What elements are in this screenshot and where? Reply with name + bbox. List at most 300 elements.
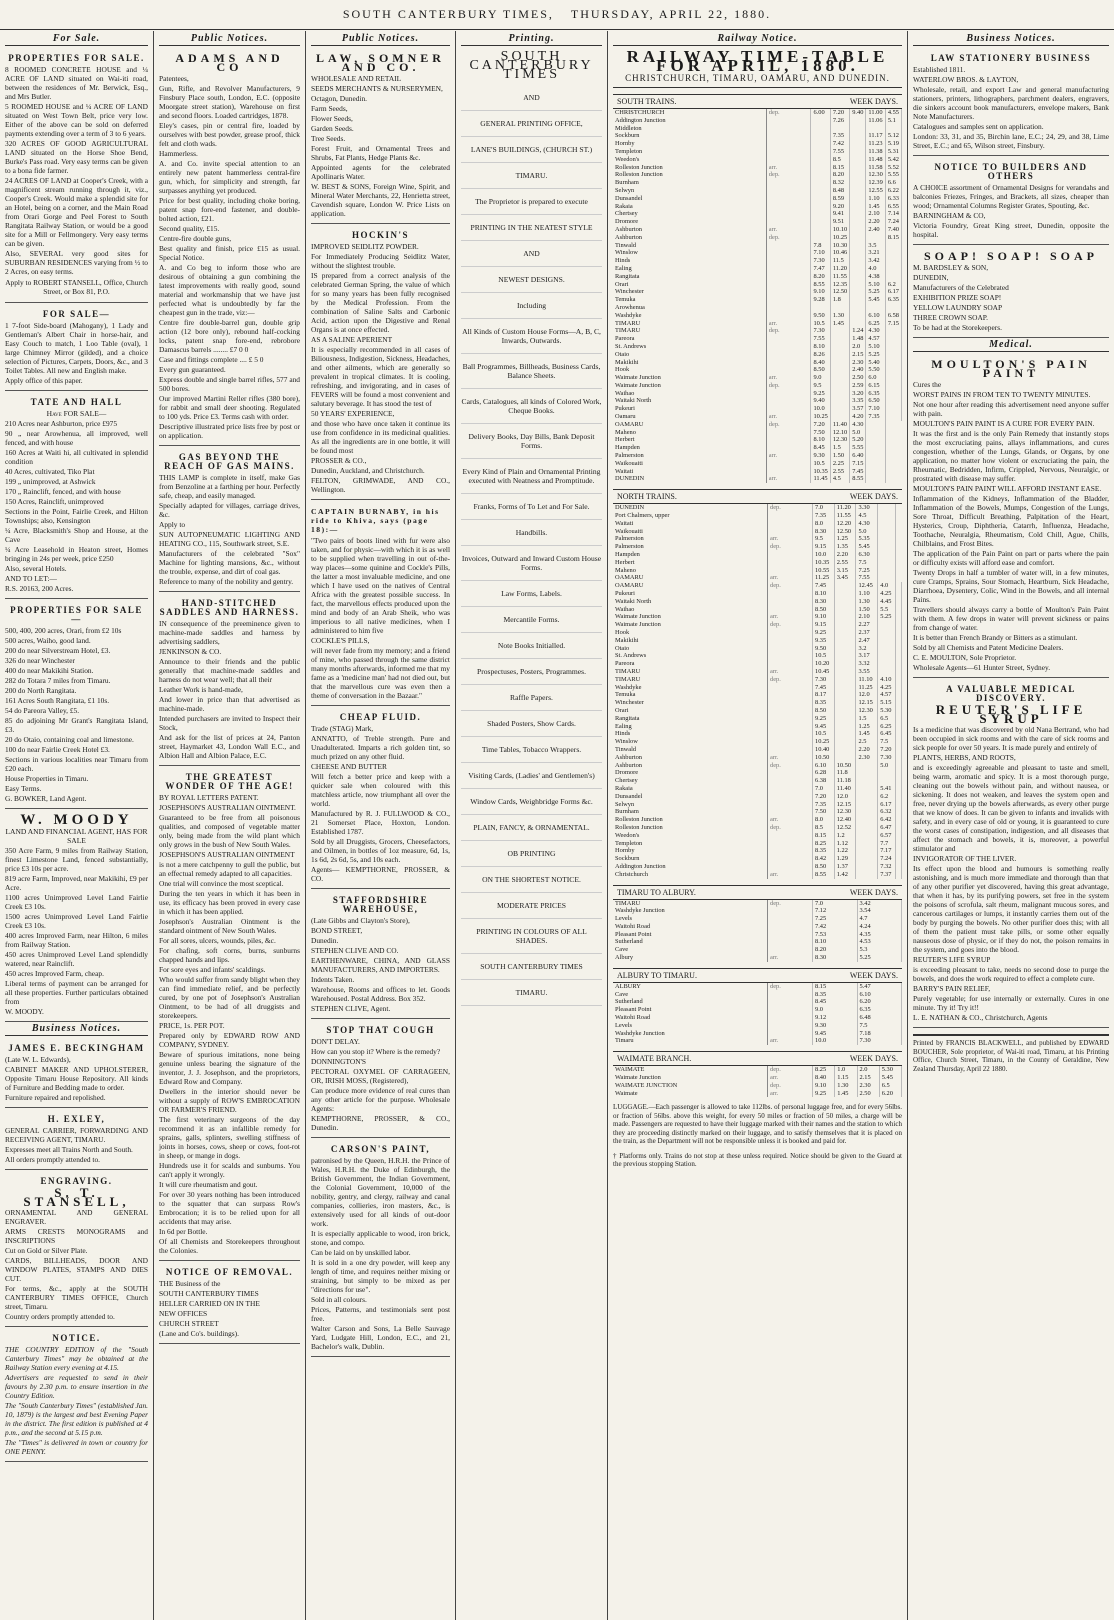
timetable-row [613, 359, 902, 367]
text-line: Hundreds use it for scalds and sunburns. You can't apply it wrongly. [159, 1161, 300, 1179]
text-line: COCKLE'S PILLS, [311, 636, 370, 645]
time-cell [834, 754, 856, 762]
time-cell: 11.25 [856, 684, 878, 692]
timetable-row [613, 793, 902, 801]
text-line: The "South Canterbury Times" (established Jan. 10, 1879) is the largest and best Evening Paper in the district. The first edition is published at 4 p.m., and the second at 5.15 p.m. [5, 1401, 148, 1437]
ad-title: ADAMS AND CO [175, 51, 284, 74]
time-cell: 11.8 [834, 769, 856, 777]
text-line: BARNINGHAM & CO, [913, 211, 986, 220]
north-trains-header [613, 489, 902, 504]
time-cell [896, 676, 902, 684]
time-cell [896, 684, 902, 692]
text-line: SUN AUTOPNEUMATIC LIGHTING AND HEATING CO., 115, Southwark street, S.E. [159, 530, 300, 548]
station-name: Sutherland [613, 998, 768, 1006]
south-trains-header [613, 94, 902, 109]
text-line: Apply to [159, 520, 186, 529]
text-line: Agents— KEMPTHORNE, PROSSER, & CO. [311, 865, 450, 883]
time-cell: 10.35 [813, 559, 835, 567]
timetable-row [613, 195, 902, 203]
timetable-row [613, 847, 902, 855]
arr-dep [768, 629, 813, 637]
time-cell: 2.15 [857, 1074, 879, 1082]
station-name: Hornby [613, 847, 768, 855]
text-line: For all sores, ulcers, wounds, piles, &c. [159, 936, 276, 945]
timetable-row [613, 840, 902, 848]
station-name: Pleasant Point [613, 1006, 768, 1014]
timetable-row [613, 954, 902, 962]
ad-title: NOTICE. [52, 1333, 101, 1343]
time-cell [878, 660, 896, 668]
timetable-row [613, 382, 902, 390]
ad-title: FOR SALE— [42, 309, 111, 319]
text-line: ORNAMENTAL AND GENERAL ENGRAVER. [5, 1208, 148, 1226]
time-cell: 12.20 [834, 520, 856, 528]
text-line: 500 acres, Waiho, good land. [5, 636, 91, 645]
time-cell: 6.38 [813, 777, 835, 785]
timetable-row [613, 257, 902, 265]
text-line: and those who have once taken it continue its use from confidence in its medicinal qualities. As all the ingredients are in one bottle, it will be found most [311, 419, 450, 455]
arr-dep [768, 699, 813, 707]
time-cell: 6.58 [885, 312, 901, 320]
timetable-row [613, 288, 902, 296]
station-name: Sutherland [613, 938, 768, 946]
time-cell: 8.10 [813, 938, 858, 946]
station-name: Waitaki North [613, 598, 768, 606]
time-cell: 9.50 [811, 312, 830, 320]
ad-tate-hall [5, 393, 148, 599]
ad-title: HOCKIN'S [351, 230, 409, 240]
time-cell [896, 777, 902, 785]
timetable-row [613, 1066, 902, 1074]
time-cell [811, 171, 830, 179]
station-name: Maheno [613, 567, 768, 575]
time-cell: 3.20 [850, 390, 866, 398]
text-line: 54 do Pareora Valley, £5. [5, 706, 80, 715]
time-cell [834, 582, 856, 590]
timetable-row [613, 296, 902, 304]
station-name: TIMARU [613, 676, 768, 684]
timetable-title: RAILWAY TIME-TABLE FOR APRIL, 1880. [626, 47, 889, 75]
section-header-railway: Railway Notice. [613, 34, 902, 46]
ad-subtitle: LAND AND FINANCIAL AGENT, HAS FOR SALE [5, 827, 148, 845]
time-cell [850, 304, 866, 312]
ad-title: PROPERTIES FOR SALE— [10, 605, 143, 624]
arr-dep: arr. [768, 1090, 813, 1098]
text-line: Liberal terms of payment can be arranged for all these properties. Further particulars obtained from [5, 979, 148, 1006]
arr-dep [768, 590, 813, 598]
station-name: Hook [613, 629, 768, 637]
timetable-row [613, 808, 902, 816]
waimate-table [613, 1066, 902, 1097]
timetable-row [613, 769, 902, 777]
arr-dep [768, 832, 813, 840]
time-cell [896, 847, 902, 855]
time-cell: 1.0 [835, 1066, 857, 1074]
time-cell [885, 413, 901, 421]
ad-body [311, 1156, 450, 1351]
text-line: And lower in price than that advertised as machine-made. [159, 695, 300, 713]
station-name: Waimate [613, 1090, 768, 1098]
text-line: Dwellers in the interior should never be without a supply of ROW'S EMBROCATION OR FARMER'S FRIEND. [159, 1087, 300, 1114]
time-cell [856, 855, 878, 863]
text-line: Including [461, 293, 602, 319]
albury-header [613, 885, 902, 900]
section-header-public: Public Notices. [311, 34, 450, 46]
time-cell: 12.55 [866, 187, 885, 195]
time-cell: 5.41 [878, 785, 896, 793]
time-cell: 12.30 [866, 171, 885, 179]
time-cell: 12.30 [834, 808, 856, 816]
waimate-header [613, 1051, 902, 1066]
time-cell: 5.45 [856, 543, 878, 551]
time-cell: 11.10 [856, 676, 878, 684]
station-name: Dunsandel [613, 195, 766, 203]
text-line: Sections in the Point, Fairlie Creek, and Hilton Townships; also, Kensington [5, 507, 148, 525]
time-cell: 1.50 [856, 606, 878, 614]
text-line: BOND STREET, [311, 926, 363, 935]
time-cell: 2.47 [856, 637, 878, 645]
section-header-printing: Printing. [461, 34, 602, 46]
text-line: DON'T DELAY. [311, 1037, 360, 1046]
ad-removal [159, 1263, 300, 1344]
time-cell [878, 621, 896, 629]
time-cell: 11.58 [866, 164, 885, 172]
time-cell: 5.25 [866, 351, 885, 359]
albury-back-table [613, 983, 902, 1045]
time-cell [878, 567, 896, 575]
time-cell: 4.38 [866, 273, 885, 281]
ad-body [5, 419, 148, 593]
ad-title: TATE AND HALL [30, 397, 123, 407]
station-name: Palmerston [613, 535, 768, 543]
time-cell: 1.25 [856, 723, 878, 731]
ad-moody [5, 811, 148, 1022]
time-cell: 8.59 [830, 195, 849, 203]
ad-subtitle: Have FOR SALE— [46, 409, 107, 418]
ad-body [5, 846, 148, 1016]
timetable-subtitle: CHRISTCHURCH, TIMARU, OAMARU, AND DUNEDIN. [613, 74, 902, 88]
time-cell: 7.47 [811, 265, 830, 273]
time-cell: 3.30 [856, 504, 878, 512]
text-line: In 6d per Bottle. [159, 1227, 208, 1236]
ad-exley [5, 1110, 148, 1170]
time-cell: 11.06 [866, 117, 885, 125]
time-cell: 5.31 [885, 148, 901, 156]
arr-dep: arr. [766, 374, 811, 382]
time-cell [896, 769, 902, 777]
timetable-row [613, 707, 902, 715]
time-cell: 7.35 [813, 801, 835, 809]
arr-dep: dep. [766, 382, 811, 390]
station-name: Tinwald [613, 746, 768, 754]
time-cell [856, 863, 878, 871]
time-cell: 10.40 [813, 746, 835, 754]
time-cell [811, 203, 830, 211]
time-cell [834, 637, 856, 645]
time-cell: 3.21 [866, 249, 885, 257]
timetable-row [613, 684, 902, 692]
text-line: 210 Acres near Ashburton, price £975 [5, 419, 118, 428]
text-line: Specially adapted for villages, carriage drives, &c. [159, 501, 300, 519]
time-cell: 9.15 [813, 621, 835, 629]
time-cell [850, 288, 866, 296]
timetable-row [613, 543, 902, 551]
time-cell: 8.0 [813, 520, 835, 528]
arr-dep [768, 730, 813, 738]
text-line: Express double and single barrel rifles, 577 and 500 bores. [159, 375, 300, 393]
time-cell: 12.30 [830, 436, 849, 444]
station-name: TIMARU [613, 320, 766, 328]
time-cell [885, 351, 901, 359]
station-name: Winchester [613, 699, 768, 707]
text-line: Every Kind of Plain and Ornamental Printing executed with Neatness and Promptitude. [461, 459, 602, 494]
timetable-row [613, 801, 902, 809]
time-cell: 1.12 [834, 840, 856, 848]
time-cell [811, 210, 830, 218]
text-line: Will fetch a better price and keep with a quicker sale when coloured with this matchless article, now triumphant all over the world. [311, 772, 450, 808]
time-cell: 9.0 [811, 374, 830, 382]
arr-dep [766, 132, 811, 140]
time-cell: 2.37 [856, 629, 878, 637]
arr-dep: dep. [766, 109, 811, 117]
time-cell: 7.35 [866, 413, 885, 421]
arr-dep [768, 1030, 813, 1038]
timetable-row [613, 816, 902, 824]
station-name: TIMARU [613, 668, 768, 676]
arr-dep [766, 343, 811, 351]
text-line: Not one hour after reading this advertisement need anyone suffer with pain. [913, 400, 1109, 418]
week-days-label: WEEK DAYS. [849, 97, 898, 106]
ad-body [913, 380, 1109, 672]
timetable-row [613, 535, 902, 543]
station-name: Templeton [613, 148, 766, 156]
time-cell: 10.0 [813, 1037, 858, 1045]
time-cell: 6.30 [856, 551, 878, 559]
arr-dep [766, 366, 811, 374]
time-cell [896, 645, 902, 653]
arr-dep [766, 359, 811, 367]
time-cell [834, 715, 856, 723]
text-line: IS prepared from a correct analysis of the celebrated German Spring, the value of which for so many years has been fully recognised by the Medical Profession. From the combination of Saline Salts and Carbonic Acid, action upon the Digestive and Renal Organs is at once effected. [311, 271, 450, 334]
time-cell: 11.25 [813, 574, 835, 582]
text-line: Indents Taken. [311, 975, 355, 984]
timetable-row [613, 429, 902, 437]
time-cell [856, 816, 878, 824]
arr-dep [768, 769, 813, 777]
time-cell [885, 405, 901, 413]
time-cell [866, 452, 885, 460]
time-cell: 4.30 [850, 421, 866, 429]
timetable-row [613, 475, 902, 483]
arr-dep [766, 304, 811, 312]
timetable-row [613, 551, 902, 559]
time-cell: 4.0 [878, 582, 896, 590]
time-cell: 1.50 [830, 452, 849, 460]
timetable-row [613, 1082, 902, 1090]
text-line: C. E. MOULTON, Sole Proprietor. [913, 653, 1017, 662]
arr-dep [766, 351, 811, 359]
ad-soap [913, 247, 1109, 338]
timetable-row [613, 504, 902, 512]
text-line: London: 33, 31, and 35, Birchin lane, E.C.; 24, 29, and 38, Lime Street, E.C.; and 65, Wilson street, Finsbury. [913, 132, 1109, 150]
time-cell: 7.12 [813, 907, 858, 915]
time-cell: 6.57 [878, 832, 896, 840]
station-name: Sockburn [613, 855, 768, 863]
text-line: TIMARU. [461, 980, 602, 1006]
timetable-row [613, 652, 902, 660]
timetable-row [613, 1022, 902, 1030]
time-cell: 5.10 [866, 281, 885, 289]
ad-title: LAW, SOMNER AND CO. [316, 51, 445, 74]
time-cell [850, 265, 866, 273]
station-name: Washdyke [613, 312, 766, 320]
time-cell [850, 125, 866, 133]
timetable-row [613, 668, 902, 676]
time-cell [885, 327, 901, 335]
time-cell: 10.5 [811, 320, 830, 328]
text-line: Can be laid on by unskilled labor. [311, 1248, 411, 1257]
text-line: 819 acre Farm, Improved, near Makikihi, £9 per Acre. [5, 874, 148, 892]
time-cell [834, 668, 856, 676]
time-cell [878, 574, 896, 582]
timetable-row [613, 746, 902, 754]
text-line: Gun, Rifle, and Revolver Manufacturers, 9 Finsbury Place south, London, E.C. (opposite Moorgate street station), Warehouse on first and second floors. Loaded cartridges, 1878. [159, 84, 300, 120]
time-cell: 9.15 [813, 543, 835, 551]
time-cell [866, 304, 885, 312]
ad-title: NOTICE OF REMOVAL. [165, 1267, 294, 1277]
time-cell: 7.55 [830, 148, 849, 156]
text-line: SEEDS MERCHANTS & NURSERYMEN, [311, 84, 443, 93]
text-line: 24 ACRES OF LAND at Cooper's Creek, with a magnificent stream running through it, viz., Cooper's Creek. Would make a splendid site for an Hotel, being on a corner, and the Main Road from Orari Gorge and Peel Forest to South Rangitata Railway Station, or would be a good site for a Mill or Fellmongery. Very easy terms can be given. [5, 176, 148, 248]
arr-dep [768, 715, 813, 723]
text-line: Also, SEVERAL very good sites for SUBURBAN RESIDENCES varying from ½ to 2 Acres, on easy terms. [5, 249, 148, 276]
text-line: 350 Acre Farm, 9 miles from Railway Station, finest Limestone Land, fenced substantially, price £3 10s per acre. [5, 846, 148, 873]
station-name: Ealing [613, 723, 768, 731]
time-cell: 7.5 [878, 738, 896, 746]
text-line: Victoria Foundry, Great King street, Dunedin, opposite the hospital. [913, 221, 1109, 239]
text-line: Trade (STAG) Mark, [311, 724, 374, 733]
timetable-row [613, 460, 902, 468]
timetable-row [613, 343, 902, 351]
text-line: It was the first and is the only Pain Remedy that instantly stops the most excruciating pains, allays inflammations, and cures congestion, whether of the Lungs, Glands, or Organs, by one application, no matter how violent or excruciating the pain, the Rheumatic, Bedridden, Infirm, Crippled, Nervous, Neuralgic, or prostrated with disease may suffer. [913, 429, 1109, 483]
time-cell: 6.5 [878, 715, 896, 723]
ad-law-somner [311, 49, 450, 224]
timetable-row [613, 444, 902, 452]
time-cell: 6.47 [878, 824, 896, 832]
arr-dep [768, 598, 813, 606]
arr-dep [766, 312, 811, 320]
ad-title: JAMES E. BECKINGHAM [8, 1043, 145, 1053]
time-cell [896, 699, 902, 707]
timetable-row [613, 871, 902, 879]
time-cell: 11.20 [834, 504, 856, 512]
station-name: OAMARU [613, 582, 768, 590]
arr-dep [766, 140, 811, 148]
time-cell [850, 171, 866, 179]
time-cell [885, 397, 901, 405]
ad-bowker [5, 601, 148, 809]
timetable-row [613, 109, 902, 117]
timetable-row [613, 452, 902, 460]
text-line: CHURCH STREET [159, 1319, 219, 1328]
ad-body [5, 65, 148, 276]
time-cell [896, 723, 902, 731]
text-line: Expresses meet all Trains North and South. [5, 1145, 133, 1154]
timetable-row [613, 397, 902, 405]
time-cell: 8.30 [813, 598, 835, 606]
arr-dep [768, 723, 813, 731]
time-cell: 6.25 [878, 723, 896, 731]
time-cell: 5.0 [850, 429, 866, 437]
text-line: Tree Seeds. [311, 134, 346, 143]
time-cell: 1.45 [866, 203, 885, 211]
text-line: KEMPTHORNE, PROSSER, & CO., Dunedin. [311, 1114, 450, 1132]
time-cell [856, 832, 878, 840]
text-line: A. and Co beg to inform those who are desirous of obtaining a gun combining the latest improvements with really good, sound material and workmanship that we have just perfected what is undoubtedly by far the cheapest gun in the trade, viz:— [159, 263, 300, 317]
time-cell: 9.25 [813, 1090, 835, 1098]
station-name: Waimate Junction [613, 621, 768, 629]
station-name: Chertsey [613, 777, 768, 785]
timetable-row [613, 1037, 902, 1045]
text-line: HELLER CARRIED ON IN THE [159, 1299, 260, 1308]
text-line: Farm Seeds, [311, 104, 348, 113]
time-cell: 11.45 [811, 475, 830, 483]
time-cell [811, 148, 830, 156]
text-line: ARMS CRESTS MONOGRAMS and INSCRIPTIONS [5, 1227, 148, 1245]
time-cell [878, 637, 896, 645]
text-line: A CHOICE assortment of Ornamental Designs for verandahs and balconies Friezes, Fringes, and Brackets, all sizes, cheaper than wood; Ornamental Columns Register Grates, Spouting, &c. [913, 183, 1109, 210]
text-line: PRICE, 1s. PER POT. [159, 1021, 225, 1030]
text-line: MOULTON'S PAIN PAINT IS A CURE FOR EVERY PAIN. [913, 419, 1095, 428]
text-line: Reference to many of the nobility and gentry. [159, 577, 294, 586]
text-line: And ask for the list of prices at 24, Panton street, Haymarket 43, London Wall E.C., and Albion Hall and Albion Palace, E.C. [159, 733, 300, 760]
arr-dep: arr. [768, 574, 813, 582]
time-cell: 5.25 [857, 954, 902, 962]
text-line: Second quality, £15. [159, 224, 220, 233]
text-line: Cards, Catalogues, all kinds of Colored Work, Cheque Books. [461, 389, 602, 424]
text-line: Mercantile Forms. [461, 607, 602, 633]
masthead-title-block [343, 7, 771, 22]
time-cell [856, 762, 878, 770]
time-cell: 8.55 [813, 871, 835, 879]
timetable-row [613, 931, 902, 939]
albury-back-header [613, 968, 902, 983]
time-cell: 2.15 [850, 351, 866, 359]
time-cell: 5.55 [885, 171, 901, 179]
time-cell: 3.42 [857, 900, 902, 908]
section-header-public: Public Notices. [159, 34, 300, 46]
ad-engraving [5, 1172, 148, 1327]
text-line: Visiting Cards, (Ladies' and Gentlemen's) [461, 763, 602, 789]
time-cell [830, 397, 849, 405]
timetable-row [613, 621, 902, 629]
time-cell: 10.50 [834, 762, 856, 770]
text-line: Announce to their friends and the public generally that machine-made saddles and harness do not wear well; that all their [159, 657, 300, 684]
time-cell [856, 801, 878, 809]
time-cell [896, 840, 902, 848]
arr-dep [768, 847, 813, 855]
time-cell [830, 351, 849, 359]
ad-title: HAND-STITCHED SADDLES AND HARNESS. [159, 598, 300, 617]
time-cell [850, 273, 866, 281]
text-line: 326 do near Winchester [5, 656, 75, 665]
time-cell [878, 645, 896, 653]
timetable-row [613, 991, 902, 999]
time-cell: 9.40 [850, 109, 866, 117]
timetable-row [613, 567, 902, 575]
time-cell: 6.20 [857, 998, 902, 1006]
timetable-row [613, 520, 902, 528]
